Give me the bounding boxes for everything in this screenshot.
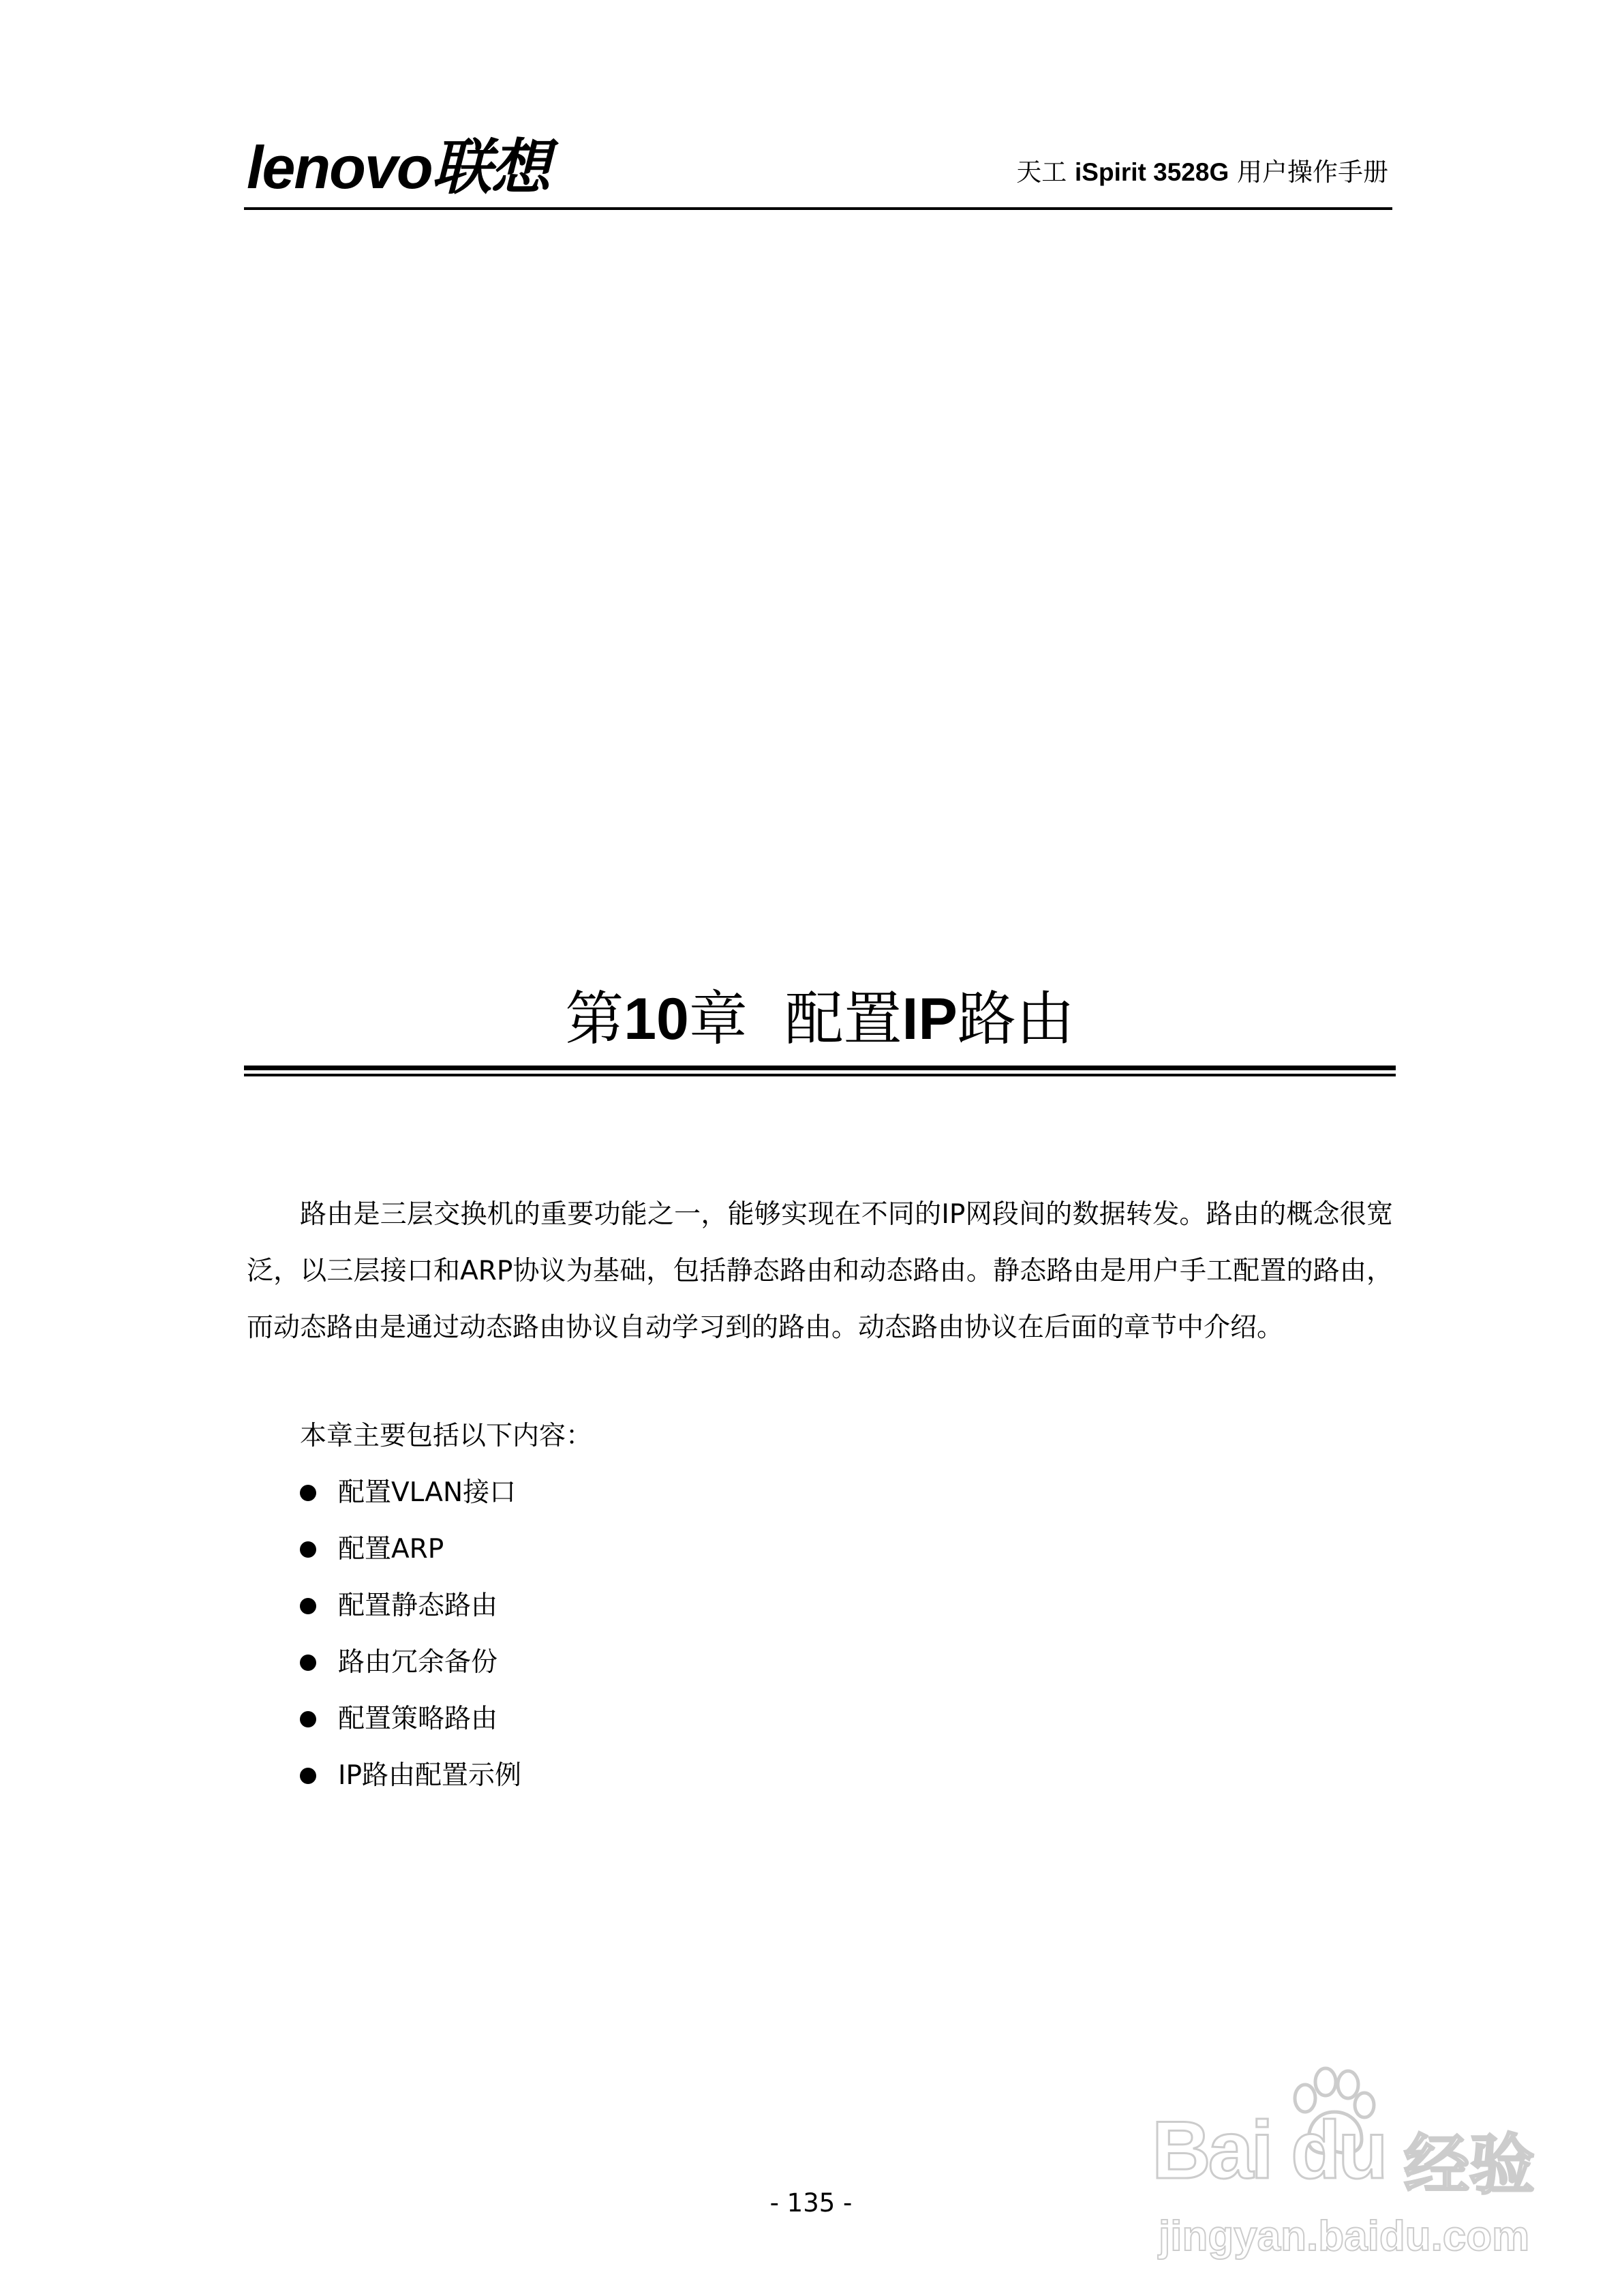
- document-title: [1016, 151, 1388, 188]
- bullet-icon: [300, 1541, 316, 1558]
- list-item: [300, 1521, 521, 1577]
- list-item-label: 配置策略路由: [338, 1704, 498, 1734]
- intro-paragraph: 路由是三层交换机的重要功能之一，能够实现在不同的IP网段间的数据转发。路由的概念很宽泛，以三层接口和ARP协议为基础，包括静态路由和动态路由。静态路由是用户手工配置的路由，而动态路由是通过动态路由协议自动学习到的路由。动态路由协议在后面的章节中介绍。: [247, 1199, 1393, 1343]
- document-title-suffix: 用户操作手册: [1229, 157, 1388, 187]
- list-item-label: IP路由配置示例: [338, 1760, 522, 1791]
- contents-intro: 本章主要包括以下内容：: [300, 1421, 593, 1451]
- bullet-icon: [300, 1598, 316, 1614]
- chapter-title-prefix: 配置: [784, 985, 902, 1053]
- baidu-watermark: [1152, 2066, 1561, 2270]
- contents-list: [300, 1464, 521, 1804]
- list-item-label: 配置ARP: [338, 1534, 444, 1565]
- bullet-icon: [300, 1711, 316, 1727]
- page-header: [244, 136, 1392, 210]
- document-title-model: iSpirit 3528G: [1075, 158, 1229, 186]
- list-item: [300, 1577, 521, 1634]
- chapter-heading: [244, 982, 1396, 1057]
- list-item-label: 配置静态路由: [338, 1590, 498, 1621]
- list-item: [300, 1747, 521, 1804]
- watermark-product: 经验: [1404, 2127, 1535, 2203]
- list-item: [300, 1634, 521, 1691]
- chapter-prefix: 第: [565, 985, 624, 1053]
- watermark-url: jingyan.baidu.com: [1159, 2213, 1530, 2260]
- logo-text: lenovo联想: [247, 136, 549, 198]
- bullet-icon: [300, 1768, 316, 1784]
- page-number: - 135 -: [769, 2188, 853, 2218]
- list-item-label: 配置VLAN接口: [338, 1477, 517, 1508]
- watermark-brand: Bai du: [1152, 2104, 1386, 2196]
- list-item-label: 路由冗余备份: [338, 1647, 498, 1678]
- chapter-number: 10: [624, 986, 689, 1052]
- bullet-icon: [300, 1655, 316, 1671]
- bullet-icon: [300, 1485, 316, 1501]
- document-title-prefix: 天工: [1016, 157, 1075, 187]
- lenovo-logo: [244, 136, 660, 198]
- list-item: [300, 1691, 521, 1747]
- chapter-divider: [244, 1066, 1396, 1076]
- chapter-title-suffix: 路由: [957, 985, 1075, 1053]
- chapter-suffix: 章: [688, 985, 748, 1053]
- list-item: [300, 1464, 521, 1521]
- chapter-title-bold: IP: [902, 986, 958, 1052]
